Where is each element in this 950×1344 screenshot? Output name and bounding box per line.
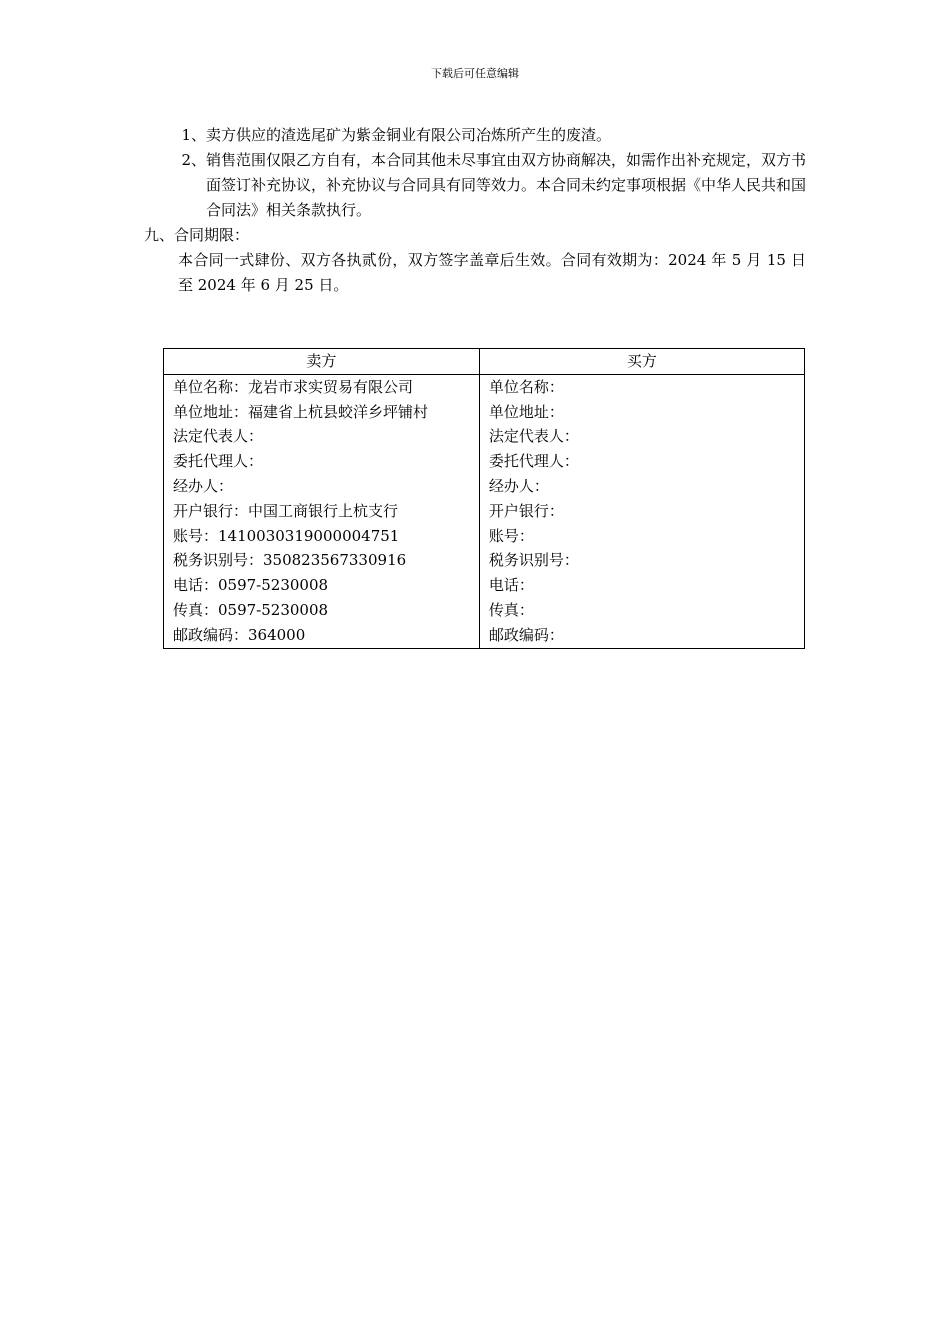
buyer-header: 买方 [479, 349, 804, 375]
buyer-bank: 开户银行： [488, 501, 564, 520]
seller-agent: 委托代理人： [173, 452, 264, 471]
buyer-tax-id: 税务识别号： [488, 551, 579, 570]
contract-clauses [140, 123, 810, 298]
parties-header-row [164, 349, 805, 375]
section-9-heading: 九、合同期限： [144, 226, 250, 244]
buyer-fax: 传真： [488, 600, 534, 619]
seller-bank: 开户银行：中国工商银行上杭支行 [173, 501, 399, 520]
buyer-handler: 经办人： [488, 476, 549, 495]
clause-text: 销售范围仅限乙方自有，本合同其他未尽事宜由双方协商解决，如需作出补充规定，双方书面签订补充协议，补充协议与合同具有同等效力。本合同未约定事项根据《中华人民共和国合同法》相关条款执行。 [206, 151, 807, 219]
parties-table [163, 348, 805, 649]
section-9-body: 本合同一式肆份、双方各执贰份，双方签字盖章后生效。合同有效期为：2024 年 5 月 15 日至 2024 年 6 月 25 日。 [178, 251, 806, 294]
parties-detail-row [164, 374, 805, 648]
buyer-details [479, 374, 804, 648]
buyer-postcode: 邮政编码： [488, 625, 564, 644]
clause-item-1 [140, 123, 810, 148]
clause-number: 1、 [181, 126, 206, 144]
seller-header: 卖方 [164, 349, 480, 375]
buyer-legal-rep: 法定代表人： [488, 427, 579, 446]
seller-postcode: 邮政编码：364000 [173, 625, 306, 644]
buyer-account: 账号： [488, 526, 534, 545]
seller-handler: 经办人： [173, 476, 234, 495]
seller-account: 账号：1410030319000004751 [173, 526, 400, 545]
buyer-company-name: 单位名称： [488, 377, 564, 396]
buyer-phone: 电话： [488, 576, 534, 595]
seller-company-name: 单位名称：龙岩市求实贸易有限公司 [173, 377, 414, 396]
seller-phone: 电话：0597-5230008 [173, 576, 329, 595]
page-header-note: 下载后可任意编辑 [431, 67, 519, 80]
clause-number: 2、 [181, 151, 206, 169]
seller-details [164, 374, 480, 648]
clause-item-2 [140, 148, 810, 223]
seller-address: 单位地址：福建省上杭县蛟洋乡坪铺村 [173, 402, 429, 421]
clause-text: 卖方供应的渣选尾矿为紫金铜业有限公司冶炼所产生的废渣。 [206, 126, 612, 144]
seller-tax-id: 税务识别号：350823567330916 [173, 551, 407, 570]
buyer-agent: 委托代理人： [488, 452, 579, 471]
seller-legal-rep: 法定代表人： [173, 427, 264, 446]
seller-fax: 传真：0597-5230008 [173, 600, 329, 619]
buyer-address: 单位地址： [488, 402, 564, 421]
